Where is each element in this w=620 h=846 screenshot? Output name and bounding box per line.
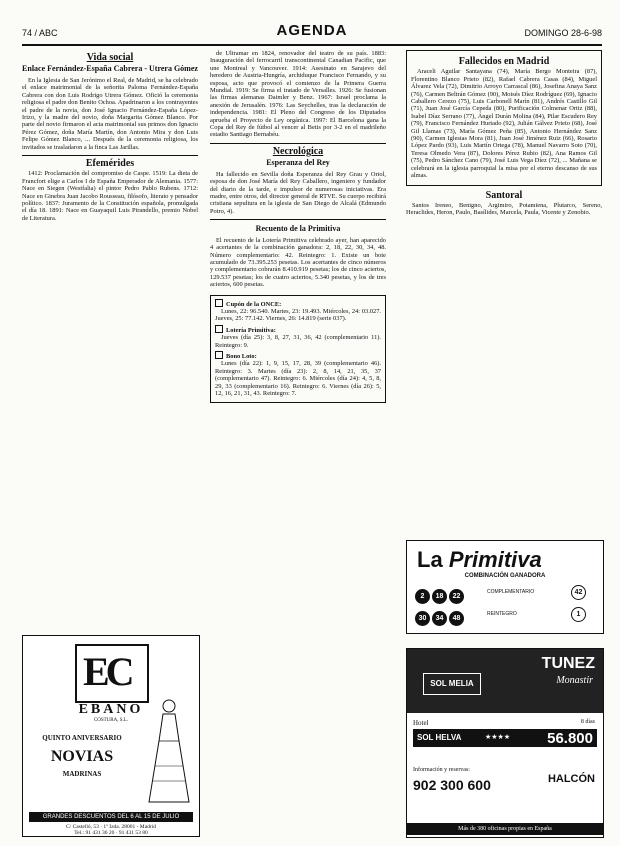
ball: 30: [415, 611, 430, 626]
primitiva-recount-text: El recuento de la Lotería Primitiva celebrado ayer, han aparecido 4 acertantes de la combinación ganadora: 2, 18, 22, 30, 34, 48. Número complementario: 42. Reintegro: 1. Existe un bote acumulado de 73.395.253 pesetas. Los acertantes de cinco números y complementario cobrarán 8.410.919 pesetas; los de cinco aciertos, 129.537 pesetas; los de cuatro aciertos, 5.340 pesetas, y los de tres aciertos, 600 pesetas.: [210, 236, 386, 289]
price-bar: SOL HELVA ★★★★ 56.800: [413, 729, 597, 747]
column-3: [406, 50, 602, 219]
ebano-discount-banner: GRANDES DESCUENTOS DEL 6 AL 15 DE JULIO: [29, 812, 193, 822]
ebano-logo: EC: [75, 644, 149, 703]
checkbox-icon: [215, 299, 223, 307]
efemerides-heading: Efemérides: [85, 157, 135, 169]
halcon-logo: HALCÓN: [547, 773, 595, 785]
ebano-novias: NOVIAS: [50, 748, 114, 765]
sol-melia-logo: SOL MELIA: [423, 673, 481, 695]
vida-social-heading: Vida social: [86, 52, 134, 63]
fallecidos-heading: Fallecidos en Madrid: [458, 56, 550, 67]
necrologica-name: Esperanza del Rey: [266, 158, 330, 168]
price-prefix: 8 días: [580, 719, 595, 725]
ball: 34: [432, 611, 447, 626]
enlace-title: Enlace Fernández-España Cabrera - Utrera Gómez: [22, 64, 198, 74]
ball: 22: [449, 589, 464, 604]
ebano-advertisement: [22, 635, 200, 837]
reintegro-label: REINTEGRO: [487, 611, 517, 617]
fallecidos-box: [406, 50, 602, 186]
enlace-text: En la Iglesia de San Jerónimo el Real, de Madrid, se ha celebrado el enlace matrimonial de la señorita Paloma Fernández-España Cabrera con don Luis Rodrigo Utrera Gómez. Ofició la ceremonia religiosa el padre don Benito Ochoa. Apadrinaron a los contrayentes el padre de la novia, don José Ignacio Fernández-España López-Irizo, y la madre del novio, doña Margarita Gómez Blanco. Por parte del novio firmaron el acta matrimonial sus primos don Ignacio Pérez Gómez, doña María Martín, don Antonio Mira y don Luis Felipe Gómez Blanco, ... Después de la ceremonia religiosa, los invitados se trasladaron a la finca Las Jarillas.: [22, 76, 198, 151]
cupon-text: Lunes, 22: 96.540. Martes, 23: 19.493. Miércoles, 24: 03.027. Jueves, 25: 77.142. Viernes, 26: 14.819 (serie 037).: [215, 307, 381, 323]
primitiva-advertisement: [406, 540, 604, 634]
ball: 18: [432, 589, 447, 604]
phone-number: 902 300 600: [413, 777, 491, 793]
page-date: DOMINGO 28-6-98: [524, 28, 602, 38]
ebano-address: C/ Castelló, 53 · 1º Izda. 28001 - Madrid Tel.: 91 431 36 20 · 91 431 53 80: [66, 824, 156, 836]
tunez-advertisement: [406, 648, 604, 838]
ebano-brand-sub: COSTURA, S.L.: [93, 718, 129, 723]
primitiva-subtitle: COMBINACIÓN GANADORA: [464, 573, 546, 579]
bride-illustration-icon: [145, 696, 193, 806]
section-title: AGENDA: [276, 22, 348, 39]
efemerides-continued: de Ultramar en 1824, renovador del teatro de su país. 1883: Inauguración del ferrocarril transcontinental Canadian Pacific, que une Montreal y Vancouver. 1914: Asesinato en Sarajevo del heredero de Austria-Hungría, archiduque Francisco Fernando, y su esposa, acto que provocó el comienzo de la Primera Guerra Mundial. 1919: Se firma el tratado de Versalles. 1926: Se fusionan las firmas alemanas Daimler y Benz. 1967: Israel proclama la anexión de Jerusalén. 1976: Las Seychelles, tras la declaración de independencia. 1981: El Pleno del Congreso de los Diputados aprueba el Proyecto de Ley orgánica. 1997: El Barcelona gana la Copa del Rey de fútbol al vencer al Betis por 3-2 en el madrileño estadio Santiago Bernabéu.: [210, 50, 386, 139]
page-number: 74 / ABC: [22, 28, 58, 38]
necrologica-text: Ha fallecido en Sevilla doña Esperanza del Rey Grau y Oriol, esposa de don José María del Rey Caballero, ingeniero y fundador del diario de la tarde, e impulsor de numerosas iniciativas. Era madre, entre otros, del director general de RTVE. Su cuerpo recibirá cristiana sepultura en la iglesia de San Diego de Alcalá (Edmundo Potro, 4).: [210, 170, 386, 215]
page-header: [22, 22, 602, 46]
bonoloto-heading: Bono Loto:: [215, 351, 381, 360]
column-2: [210, 50, 386, 403]
hotel-label: Hotel: [413, 719, 429, 727]
phone-label: Información y reservas:: [413, 767, 470, 773]
santoral-heading: Santoral: [485, 189, 523, 201]
checkbox-icon: [215, 351, 223, 359]
ebano-brand: EBANO: [78, 702, 144, 717]
ebano-madrinas: MADRINAS: [62, 770, 102, 778]
divider: [210, 143, 386, 144]
tunez-subtitle: Monastir: [556, 675, 593, 686]
santoral-text: Santos Ireneo, Benigno, Argimiro, Potamiena, Plutarco, Sereno, Heraclides, Heron, Paulo, Basílides, Marcela, Paula, Vicente y Zenobio.: [406, 201, 602, 217]
bonoloto-text: Lunes (día 22): 1, 9, 15, 17, 28, 39 (complementario 46). Reintegro: 3. Martes (día 23): 2, 8, 14, 21, 35, 37 (complementario 47). Reintegro: 6. Miércoles (día 24): 4, 5, 8, 29, 33 (complementario 16). Reintegro: 6. Viernes (día 26): 5, 12, 16, 21, 31, 43. Reintegro: 7.: [215, 360, 381, 398]
cupon-heading: Cupón de la ONCE:: [215, 299, 381, 308]
tunez-title: TUNEZ: [541, 655, 595, 672]
complementario-ball: 42: [571, 585, 586, 600]
loteria-heading: Lotería Primitiva:: [215, 325, 381, 334]
fallecidos-text: Araceli Aguilar Santayana (74), María Bergo Monteira (87), Florentino Blanco Prieto (82), Rafael Cabrera Casas (84), Miguel Álvarez Vela (72), Dimitrio Arroyo Carrascal (86), Josefina Anaya Sanz (76), Carmen Beltrán Gómez (90), Moisés Díez Rodríguez (69), Ignacio Caballero Cerezo (75), Luis Carbonell Marín (81), Andrés Castillo Gil (71), Juan José García Cepeda (80), Purificación Colmenar Ortiz (88), Isabel Díaz Serrano (77), Ángel Durán Molina (84), Pilar Escudero Rey (79), Francisco Fernández Hurtado (92), Julián Gálvez Prieto (68), José Gil Llamas (73), María Gómez Peña (85), Antonio Hernández Sanz (90), Carmen Iglesias Mora (81), Juan José Jiménez Ruiz (66), Rosario López Pardo (93), Luis Martín Ortega (78), Manuel Navarro Soto (70), Teresa Olmedo Vera (87), Dolores Pérez Rubio (82), Ana Ramos Gil (75), Pedro Sánchez Cano (79), José Luis Vega Díez (72), ... Mañana se celebrará en la iglesia parroquial la misa por el eterno descanso de sus almas.: [411, 68, 597, 180]
checkbox-icon: [215, 325, 223, 333]
necrologica-heading: Necrológica: [272, 145, 324, 157]
primitiva-logo: La Primitiva: [417, 547, 542, 572]
divider: [210, 219, 386, 220]
efemerides-text: 1412: Proclamación del compromiso de Caspe. 1519: La dieta de Francfort elige a Carlos I de España Emperador de Alemania. 1577: Nace en Siegen (Westfalia) el pintor Pedro Pablo Rubens. 1712: Nace en Ginebra Juan Jacobo Rousseau, filósofo, literato y pensador político. 1837: Juramento de la Constitución española, promulgada el día 18. 1891: Nace en Guayaquil Luis Pirandello, premio Nobel de Literatura.: [22, 170, 198, 222]
primitiva-balls-row-1: [415, 585, 466, 604]
reintegro-ball: 1: [571, 607, 586, 622]
loteria-text: Jueves (día 25): 3, 8, 27, 31, 36, 42 (complementario 11). Reintegro: 9.: [215, 334, 381, 349]
primitiva-recount-heading: Recuento de la Primitiva: [255, 224, 341, 234]
ball: 48: [449, 611, 464, 626]
lottery-results-box: [210, 295, 386, 404]
complementario-label: COMPLEMENTARIO: [487, 589, 535, 595]
ball: 2: [415, 589, 430, 604]
tunez-footer: Más de 380 oficinas propias en España: [407, 823, 603, 835]
primitiva-balls-row-2: [415, 607, 466, 626]
ebano-anniversary: QUINTO ANIVERSARIO: [42, 734, 122, 742]
divider: [22, 155, 198, 156]
column-1: [22, 50, 198, 224]
